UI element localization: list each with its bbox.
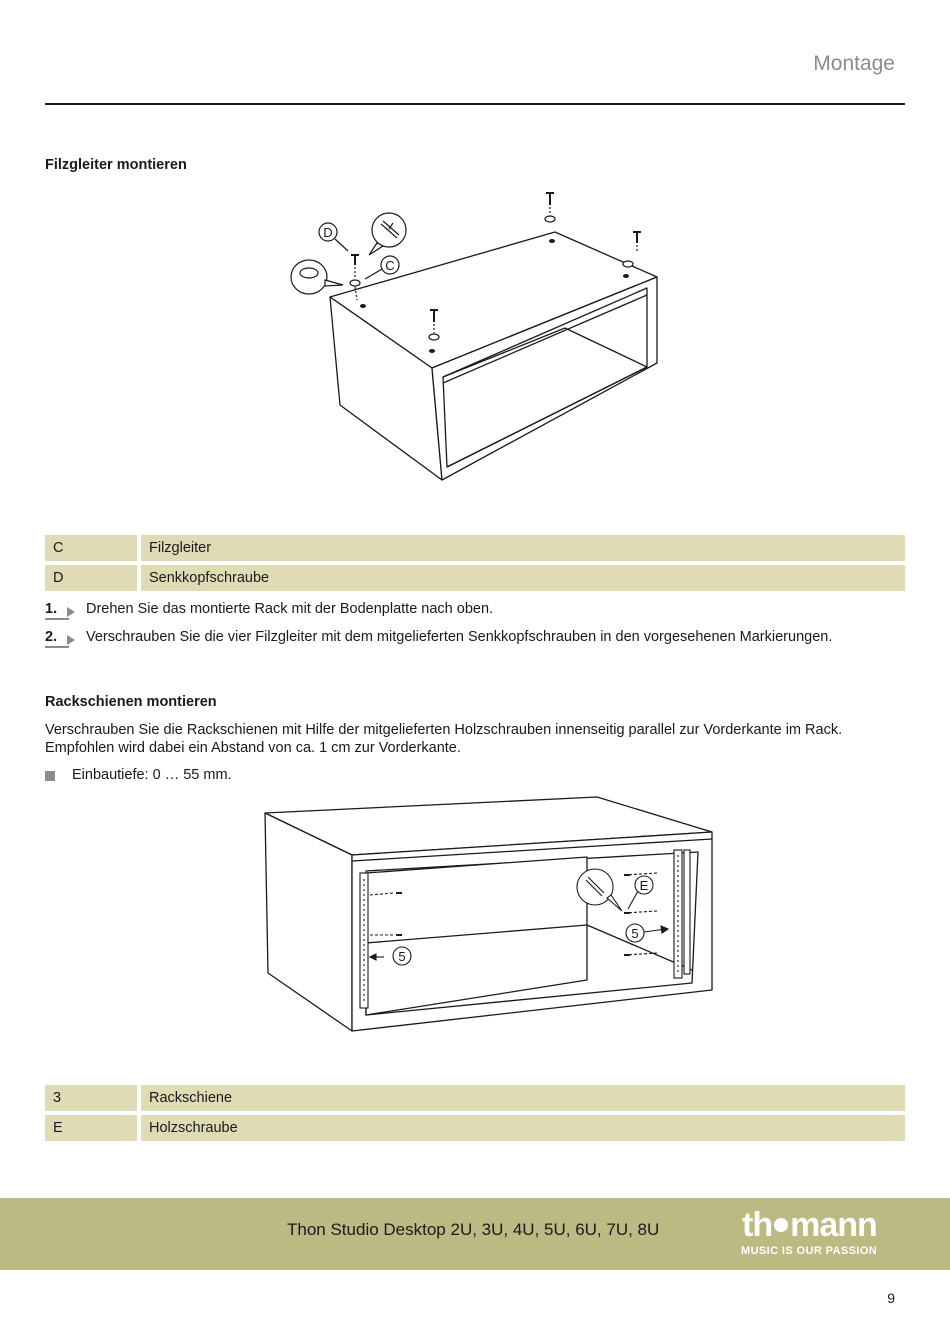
step-item — [45, 629, 905, 657]
footer-product-name: Thon Studio Desktop 2U, 3U, 4U, 5U, 6U, 7U, 8U — [287, 1220, 660, 1239]
figure-label-e: E — [639, 878, 649, 893]
section-title-felt-gliders: Filzgleiter montieren — [45, 157, 187, 173]
bullet-text: Einbautiefe: 0 … 55 mm. — [72, 767, 232, 783]
legend-row — [45, 1085, 905, 1111]
step-arrow-icon — [67, 607, 75, 617]
brand-logo — [742, 1206, 877, 1245]
brand-tagline: MUSIC IS OUR PASSION — [741, 1245, 878, 1257]
figure-label-c: C — [385, 258, 395, 273]
rack-rail-left — [360, 873, 368, 1008]
step-number: 2. — [45, 629, 69, 648]
logo-text-right: mann — [790, 1206, 877, 1244]
screw-detail-callout — [372, 213, 406, 247]
legend-key: D — [45, 565, 141, 591]
section-title-rack-rails: Rackschienen montieren — [45, 694, 217, 710]
legend-row — [45, 1115, 905, 1141]
step-list — [45, 601, 905, 657]
page-number: 9 — [887, 1290, 895, 1306]
felt-glider-icon — [623, 261, 633, 267]
screw-icon — [623, 232, 641, 267]
screw-icon — [545, 193, 555, 222]
legend-value: Rackschiene — [141, 1085, 905, 1111]
instruction-line: Empfohlen wird dabei ein Abstand von ca. 1 cm zur Vorderkante. — [45, 740, 461, 756]
footer-band — [0, 1198, 950, 1270]
mark-hole — [623, 274, 629, 278]
mark-hole — [549, 239, 555, 243]
legend-value: Filzgleiter — [141, 535, 905, 561]
instruction-line: Verschrauben Sie die Rackschienen mit Hilfe der mitgelieferten Holzschrauben innenseitig parallel zur Vorderkante im Rack. — [45, 722, 843, 738]
felt-glider-icon — [545, 216, 555, 222]
felt-glider-icon — [429, 334, 439, 340]
legend-table-felt-gliders — [45, 531, 905, 595]
legend-key: E — [45, 1115, 141, 1141]
legend-row — [45, 535, 905, 561]
logo-dot-icon — [774, 1218, 788, 1232]
felt-glider-icon — [350, 280, 360, 286]
legend-value: Senkkopfschraube — [141, 565, 905, 591]
rack-rail-assembly-figure — [262, 795, 717, 1035]
legend-key: C — [45, 535, 141, 561]
step-number: 1. — [45, 601, 69, 620]
step-text: Drehen Sie das montierte Rack mit der Bodenplatte nach oben. — [86, 601, 494, 617]
figure-label-rail-right: 5 — [631, 926, 639, 941]
mark-hole — [429, 349, 435, 353]
bullet-square-icon — [45, 771, 55, 781]
logo-text-left: th — [742, 1206, 773, 1244]
legend-value: Holzschraube — [141, 1115, 905, 1141]
step-text: Verschrauben Sie die vier Filzgleiter mit dem mitgelieferten Senkkopfschrauben in den vorgesehenen Markierungen. — [86, 629, 833, 645]
header-divider — [45, 103, 905, 105]
mark-hole — [360, 304, 366, 308]
step-item — [45, 601, 905, 629]
figure-label-d: D — [323, 225, 333, 240]
screw-detail-callout — [577, 869, 613, 905]
header-title: Montage — [813, 52, 895, 75]
legend-row — [45, 565, 905, 591]
instruction-paragraph — [45, 721, 905, 757]
rack-rail-right — [674, 850, 690, 978]
felt-glider-assembly-figure — [285, 185, 670, 485]
step-arrow-icon — [67, 635, 75, 645]
legend-key: 3 — [45, 1085, 141, 1111]
legend-table-rack-rails — [45, 1081, 905, 1145]
figure-label-rail-left: 5 — [398, 949, 406, 964]
